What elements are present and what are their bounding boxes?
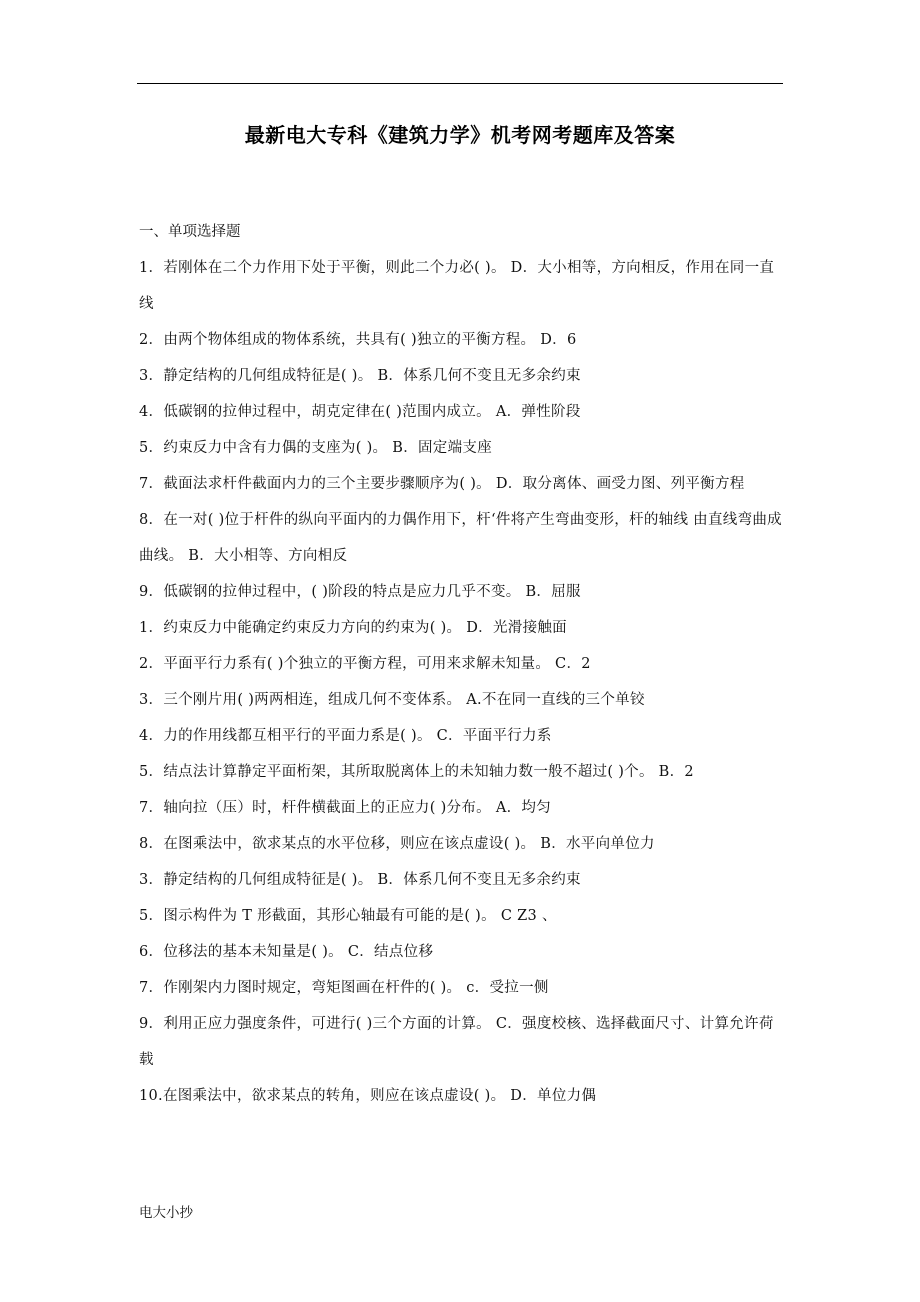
question-item: 4．力的作用线都互相平行的平面力系是( )。 C．平面平行力系: [139, 728, 552, 744]
question-item: 1．约束反力中能确定约束反力方向的约束为( )。 D．光滑接触面: [139, 620, 567, 636]
question-item: 2．由两个物体组成的物体系统，共具有( )独立的平衡方程。 D．6: [139, 332, 577, 348]
question-item: 10.在图乘法中，欲求某点的转角，则应在该点虚设( )。 D．单位力偶: [139, 1088, 597, 1104]
section-heading: 一、单项选择题: [139, 224, 241, 240]
question-item: 4．低碳钢的拉伸过程中，胡克定律在( )范围内成立。 A．弹性阶段: [139, 404, 581, 420]
question-item: 8．在图乘法中，欲求某点的水平位移，则应在该点虚设( )。 B．水平向单位力: [139, 836, 655, 852]
question-list: [139, 214, 784, 1114]
question-item: 3．三个刚片用( )两两相连，组成几何不变体系。 A.不在同一直线的三个单铰: [139, 692, 645, 708]
question-item: 7．轴向拉（压）时，杆件横截面上的正应力( )分布。 A．均匀: [139, 800, 552, 816]
question-item: 5．约束反力中含有力偶的支座为( )。 B．固定端支座: [139, 440, 493, 456]
question-item: 5．图示构件为 T 形截面，其形心轴最有可能的是( )。 C Z3 、: [139, 908, 557, 924]
question-item: 9．利用正应力强度条件，可进行( )三个方面的计算。 C．强度校核、选择截面尺寸、计算允许荷载: [139, 1016, 774, 1068]
header-rule: [137, 83, 783, 84]
question-item: 6．位移法的基本未知量是( )。 C．结点位移: [139, 944, 434, 960]
question-item: 8．在一对( )位于杆件的纵向平面内的力偶作用下，杆‘件将产生弯曲变形，杆的轴线 由直线弯曲成曲线。 B．大小相等、方向相反: [139, 512, 782, 564]
question-item: 1．若刚体在二个力作用下处于平衡，则此二个力必( )。 D．大小相等，方向相反，作用在同一直线: [139, 260, 775, 312]
question-item: 5．结点法计算静定平面桁架，其所取脱离体上的未知轴力数一般不超过( )个。 B．2: [139, 764, 694, 780]
question-item: 2．平面平行力系有( )个独立的平衡方程，可用来求解未知量。 C．2: [139, 656, 591, 672]
question-item: 3．静定结构的几何组成特征是( )。 B．体系几何不变且无多余约束: [139, 368, 581, 384]
document-title: 最新电大专科《建筑力学》机考网考题库及答案: [244, 123, 676, 147]
question-item: 7．作刚架内力图时规定，弯矩图画在杆件的( )。 c．受拉一侧: [139, 980, 549, 996]
page-footer: 电大小抄: [139, 1205, 193, 1221]
question-item: 3．静定结构的几何组成特征是( )。 B．体系几何不变且无多余约束: [139, 872, 581, 888]
question-item: 9．低碳钢的拉伸过程中，( )阶段的特点是应力几乎不变。 B．屈服: [139, 584, 581, 600]
question-item: 7．截面法求杆件截面内力的三个主要步骤顺序为( )。 D．取分离体、画受力图、列平衡方程: [139, 476, 745, 492]
